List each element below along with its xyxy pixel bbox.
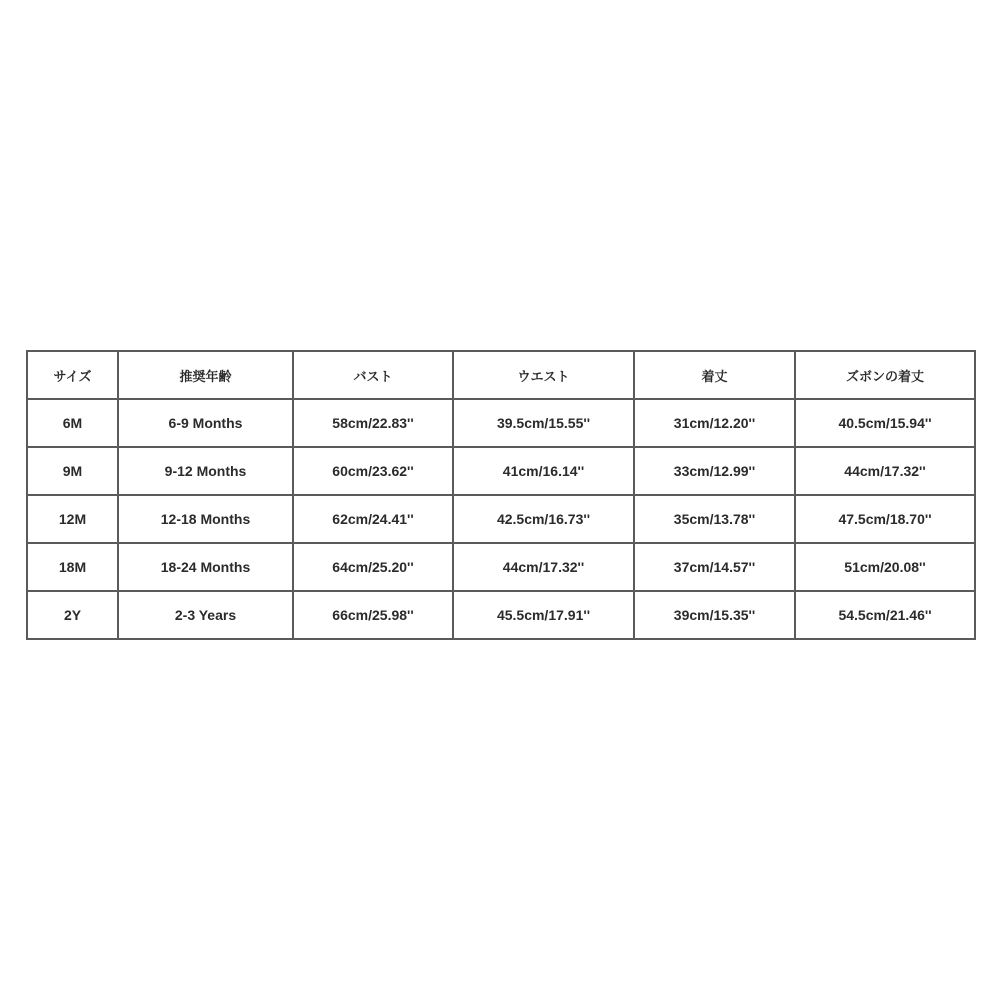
cell-length: 39cm/15.35'': [634, 591, 795, 639]
cell-bust: 64cm/25.20'': [293, 543, 453, 591]
cell-bust: 66cm/25.98'': [293, 591, 453, 639]
header-waist: ウエスト: [453, 351, 634, 399]
cell-pants-length: 40.5cm/15.94'': [795, 399, 975, 447]
header-length: 着丈: [634, 351, 795, 399]
cell-bust: 58cm/22.83'': [293, 399, 453, 447]
cell-age: 9-12 Months: [118, 447, 293, 495]
cell-length: 37cm/14.57'': [634, 543, 795, 591]
cell-age: 12-18 Months: [118, 495, 293, 543]
table-row: [27, 591, 975, 639]
cell-size: 12M: [27, 495, 118, 543]
header-recommended-age: 推奨年齢: [118, 351, 293, 399]
header-size: サイズ: [27, 351, 118, 399]
header-row: [27, 351, 975, 399]
cell-pants-length: 54.5cm/21.46'': [795, 591, 975, 639]
cell-age: 18-24 Months: [118, 543, 293, 591]
table-row: [27, 543, 975, 591]
cell-bust: 60cm/23.62'': [293, 447, 453, 495]
table-row: [27, 495, 975, 543]
cell-size: 6M: [27, 399, 118, 447]
cell-waist: 45.5cm/17.91'': [453, 591, 634, 639]
table-row: [27, 447, 975, 495]
cell-waist: 42.5cm/16.73'': [453, 495, 634, 543]
cell-length: 35cm/13.78'': [634, 495, 795, 543]
cell-waist: 39.5cm/15.55'': [453, 399, 634, 447]
cell-pants-length: 44cm/17.32'': [795, 447, 975, 495]
cell-bust: 62cm/24.41'': [293, 495, 453, 543]
cell-age: 2-3 Years: [118, 591, 293, 639]
cell-waist: 41cm/16.14'': [453, 447, 634, 495]
cell-size: 9M: [27, 447, 118, 495]
table-row: [27, 399, 975, 447]
size-chart-table: [26, 350, 976, 640]
cell-age: 6-9 Months: [118, 399, 293, 447]
cell-length: 31cm/12.20'': [634, 399, 795, 447]
cell-pants-length: 51cm/20.08'': [795, 543, 975, 591]
cell-size: 2Y: [27, 591, 118, 639]
cell-waist: 44cm/17.32'': [453, 543, 634, 591]
header-bust: バスト: [293, 351, 453, 399]
cell-pants-length: 47.5cm/18.70'': [795, 495, 975, 543]
cell-length: 33cm/12.99'': [634, 447, 795, 495]
cell-size: 18M: [27, 543, 118, 591]
header-pants-length: ズボンの着丈: [795, 351, 975, 399]
